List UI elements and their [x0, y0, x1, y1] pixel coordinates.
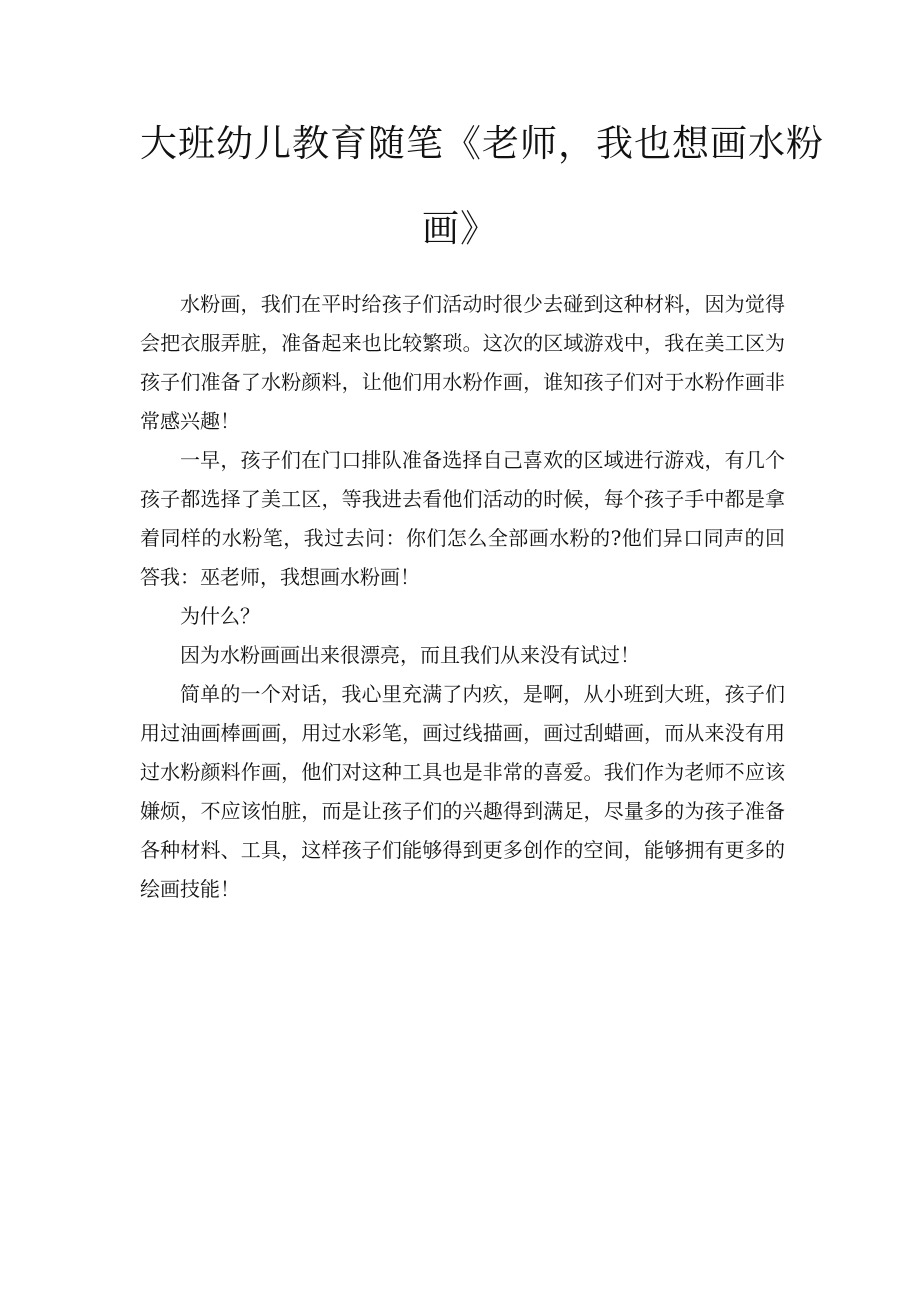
document-body	[140, 285, 785, 909]
paragraph-3: 为什么？	[180, 604, 260, 628]
paragraph-4: 因为水粉画画出来很漂亮，而且我们从来没有试过！	[180, 643, 640, 667]
document-title-line-2: 画》	[422, 207, 498, 250]
document-title-line-1: 大班幼儿教育随笔《老师，我也想画水粉	[140, 122, 824, 165]
paragraph-2: 一早，孩子们在门口排队准备选择自己喜欢的区域进行游戏，有几个孩子都选择了美工区，等我进去看他们活动的时候，每个孩子手中都是拿着同样的水粉笔，我过去问：你们怎么全部画水粉的?他们异口同声的回答我：巫老师，我想画水粉画！	[140, 448, 785, 589]
paragraph-5: 简单的一个对话，我心里充满了内疚，是啊，从小班到大班，孩子们用过油画棒画画，用过水彩笔，画过线描画，画过刮蜡画，而从来没有用过水粉颜料作画，他们对这种工具也是非常的喜爱。我们作为老师不应该嫌烦，不应该怕脏，而是让孩子们的兴趣得到满足，尽量多的为孩子准备各种材料、工具，这样孩子们能够得到更多创作的空间，能够拥有更多的绘画技能！	[140, 682, 785, 901]
paragraph-1: 水粉画，我们在平时给孩子们活动时很少去碰到这种材料，因为觉得会把衣服弄脏，准备起来也比较繁琐。这次的区域游戏中，我在美工区为孩子们准备了水粉颜料，让他们用水粉作画，谁知孩子们对于水粉作画非常感兴趣！	[140, 292, 785, 433]
